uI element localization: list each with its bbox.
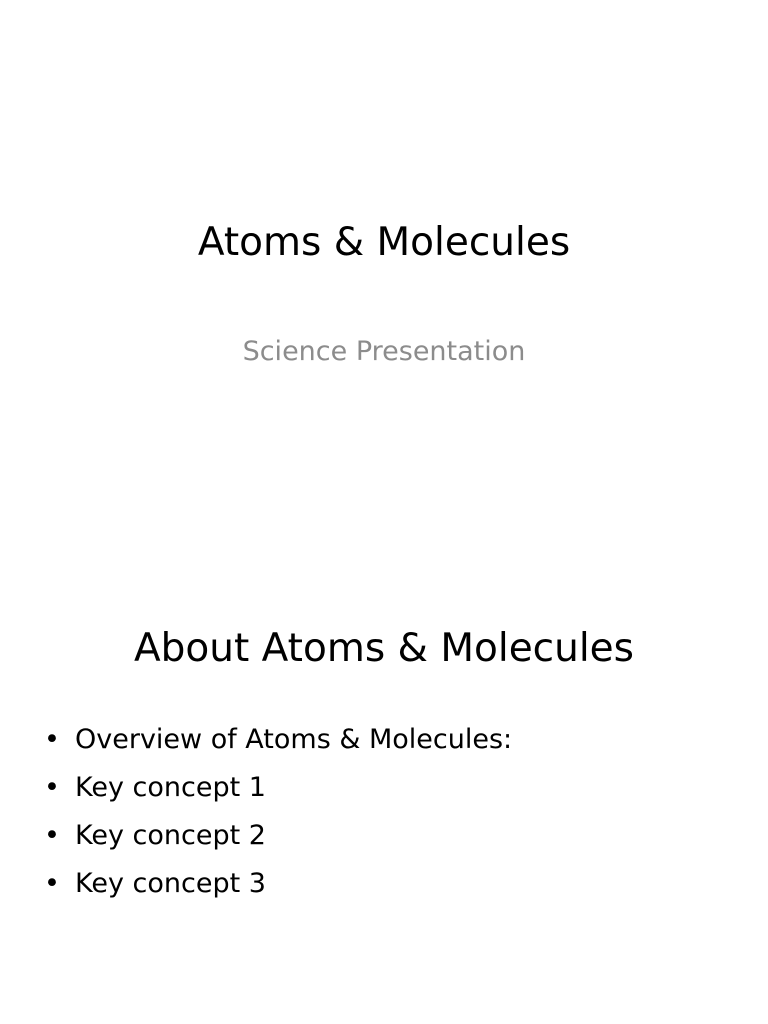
bullet-item bbox=[42, 716, 512, 764]
bullet-icon: • bbox=[44, 724, 60, 755]
bullet-icon: • bbox=[44, 772, 60, 803]
slide-title: About Atoms & Molecules bbox=[133, 626, 634, 671]
content-slide bbox=[0, 512, 768, 1024]
slide-subtitle: Science Presentation bbox=[242, 336, 526, 367]
slide-title: Atoms & Molecules bbox=[197, 220, 571, 265]
bullet-text: Key concept 1 bbox=[75, 772, 266, 803]
bullet-text: Key concept 3 bbox=[75, 868, 266, 899]
bullet-item bbox=[42, 860, 512, 908]
bullet-list bbox=[42, 716, 512, 908]
bullet-icon: • bbox=[44, 820, 60, 851]
bullet-icon: • bbox=[44, 868, 60, 899]
bullet-item bbox=[42, 812, 512, 860]
bullet-text: Key concept 2 bbox=[75, 820, 266, 851]
bullet-text: Overview of Atoms & Molecules: bbox=[75, 724, 513, 755]
bullet-item bbox=[42, 764, 512, 812]
